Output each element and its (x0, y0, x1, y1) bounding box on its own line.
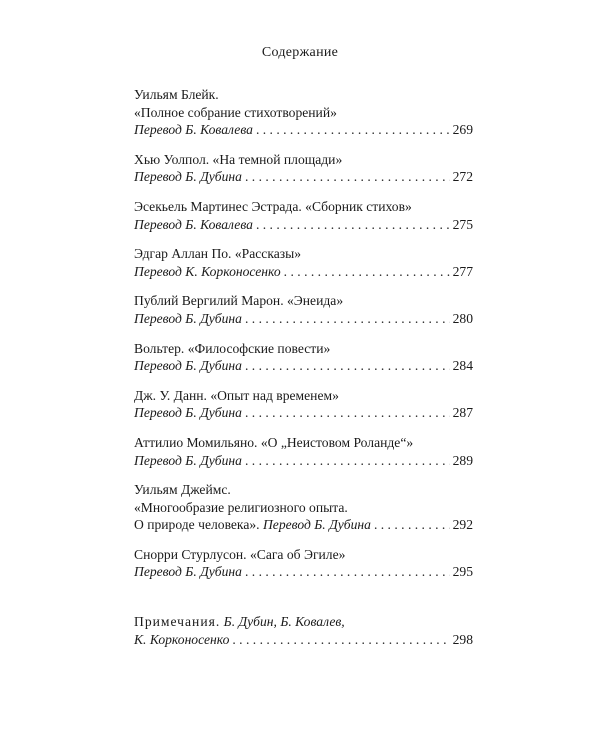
dot-leader (245, 357, 450, 375)
entry-page-number: 289 (452, 452, 473, 468)
entry-translator-line (134, 404, 473, 422)
entry-page-number: 284 (452, 358, 473, 374)
entry-translator: Перевод Б. Дубина (134, 564, 242, 580)
entry-title-line: Снорри Стурлусон. «Сага об Эгиле» (134, 546, 346, 562)
entry-title-line: Хью Уолпол. «На темной площади» (134, 151, 343, 167)
notes-label: Примечания. (134, 614, 221, 630)
entry-page-number: 277 (452, 263, 473, 279)
entry-translator: Перевод Б. Дубина (134, 358, 242, 374)
toc-entry (134, 198, 473, 233)
entry-translator: Перевод Б. Дубина (262, 517, 371, 533)
entry-translator: Перевод Б. Ковалева (134, 216, 253, 232)
entry-page-number: 295 (452, 564, 473, 580)
dot-leader (245, 168, 450, 186)
notes-first-line (134, 613, 473, 631)
entry-page-number: 269 (452, 122, 473, 138)
entry-translator-line (134, 168, 473, 186)
toc-entry (134, 434, 473, 469)
entry-title-line: Уильям Джеймс. (134, 482, 231, 498)
dot-leader (374, 516, 450, 534)
dot-leader (256, 121, 450, 139)
toc-entry-notes (134, 613, 473, 648)
entry-page-number: 272 (452, 169, 473, 185)
notes-authors: Б. Дубин, Б. Ковалев, (223, 614, 345, 630)
table-of-contents (134, 86, 473, 660)
dot-leader (256, 216, 450, 234)
entry-title-line: Уильям Блейк. (134, 87, 219, 102)
entry-title-line: «Многообразие религиозного опыта. (134, 499, 348, 515)
entry-title-end: О природе человека». (134, 517, 260, 533)
entry-page-number: 280 (452, 310, 473, 326)
toc-entry (134, 245, 473, 280)
dot-leader (245, 310, 450, 328)
entry-translator: Перевод Б. Дубина (134, 169, 242, 185)
entry-translator: Перевод Б. Ковалева (134, 122, 253, 138)
entry-title-line: Публий Вергилий Марон. «Энеида» (134, 293, 344, 309)
entry-translator: Перевод Б. Дубина (134, 310, 242, 326)
entry-translator-line (134, 452, 473, 470)
entry-translator-line (134, 121, 473, 139)
toc-entry (134, 481, 473, 534)
entry-translator-line (134, 563, 473, 581)
entry-page-number: 275 (452, 216, 473, 232)
dot-leader (284, 263, 450, 281)
toc-entry (134, 86, 473, 139)
notes-authors-continued: К. Корконосенко (134, 631, 230, 647)
entry-title-line: Аттилио Момильяно. «О „Неистовом Роланде“» (134, 434, 414, 450)
entry-title-line: Эдгар Аллан По. «Рассказы» (134, 246, 302, 262)
entry-title-line: «Полное собрание стихотворений» (134, 104, 337, 120)
entry-title-line: Вольтер. «Философские повести» (134, 340, 331, 356)
dot-leader (245, 404, 450, 422)
toc-entry (134, 340, 473, 375)
dot-leader (232, 631, 449, 649)
dot-leader (245, 452, 450, 470)
toc-entry (134, 387, 473, 422)
toc-entry (134, 292, 473, 327)
entry-title-line: Дж. У. Данн. «Опыт над временем» (134, 387, 339, 403)
entry-translator-line (134, 357, 473, 375)
entry-title-line (134, 516, 371, 534)
entry-translator: Перевод Б. Дубина (134, 452, 242, 468)
entry-translator-line (134, 216, 473, 234)
entry-title-line: Эсекьель Мартинес Эстрада. «Сборник стихов» (134, 198, 412, 214)
toc-entry (134, 151, 473, 186)
page-title: Содержание (261, 45, 339, 60)
entry-translator-line (134, 310, 473, 328)
notes-page-number: 298 (452, 631, 473, 647)
entry-translator: Перевод Б. Дубина (134, 405, 242, 421)
toc-entry (134, 546, 473, 581)
notes-second-line (134, 631, 473, 649)
entry-translator-line (134, 263, 473, 281)
dot-leader (245, 563, 450, 581)
entry-page-number: 287 (452, 405, 473, 421)
entry-page-number: 292 (452, 517, 473, 533)
entry-translator-line (134, 516, 473, 534)
entry-translator: Перевод К. Корконосенко (134, 263, 281, 279)
